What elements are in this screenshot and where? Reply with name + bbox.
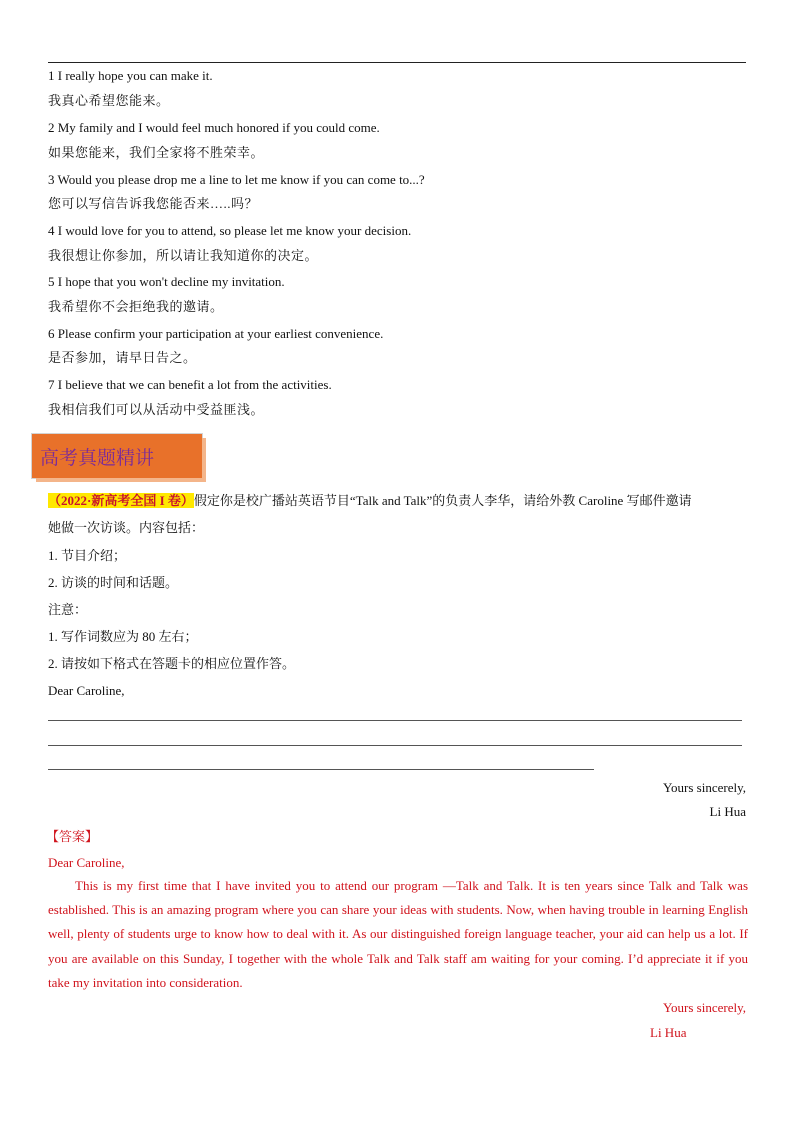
question-note-2: 2. 请按如下格式在答题卡的相应位置作答。 xyxy=(48,656,296,671)
question-prompt-text: 假定你是校广播站英语节目“Talk and Talk”的负责人李华，请给外教 Caroline 写邮件邀请 xyxy=(193,493,692,508)
answer-blank-line-3 xyxy=(48,769,594,770)
phrase-2-cn: 如果您能来，我们全家将不胜荣幸。 xyxy=(48,145,265,160)
answer-blank-line-2 xyxy=(48,745,742,746)
phrase-5-en: 5 I hope that you won't decline my invitation. xyxy=(48,274,285,289)
phrase-4-cn: 我很想让你参加，所以请让我知道你的决定。 xyxy=(48,248,319,263)
phrase-7-en: 7 I believe that we can benefit a lot from the activities. xyxy=(48,377,332,392)
answer-blank-line-1 xyxy=(48,720,742,721)
answer-closing: Yours sincerely, xyxy=(662,1000,746,1015)
phrase-7-cn: 我相信我们可以从活动中受益匪浅。 xyxy=(48,402,265,417)
phrase-6-cn: 是否参加，请早日告之。 xyxy=(48,350,197,365)
question-salutation: Dear Caroline, xyxy=(48,683,125,698)
answer-label: 【答案】 xyxy=(46,829,99,844)
section-title: 高考真题精讲 xyxy=(40,446,155,469)
phrase-6-en: 6 Please confirm your participation at your earliest convenience. xyxy=(48,326,384,341)
question-item-2: 2. 访谈的时间和话题。 xyxy=(48,575,179,590)
answer-signature: Li Hua xyxy=(650,1025,687,1040)
phrase-1-en: 1 I really hope you can make it. xyxy=(48,68,213,83)
phrase-1-cn: 我真心希望您能来。 xyxy=(48,93,170,108)
phrase-3-cn: 您可以写信告诉我您能否来…..吗？ xyxy=(48,196,259,211)
answer-body: This is my first time that I have invited you to attend our program —Talk and Talk. It is ten years since Talk and Talk was established. This is an amazing program where you can share your ideas with students. Now, when having trouble in learning English well, plenty of students urge to know how to deal with it. As our distinguished foreign language teacher, your aid can help us a lot. If you are available on this Sunday, I together with the whole Talk and Talk staff am waiting for your coming. I’d appreciate it if you take my invitation into consideration. xyxy=(48,878,748,990)
question-note-label: 注意： xyxy=(48,602,88,617)
answer-salutation: Dear Caroline, xyxy=(48,855,125,870)
question-item-1: 1. 节目介绍； xyxy=(48,548,127,563)
question-note-1: 1. 写作词数应为 80 左右； xyxy=(48,629,198,644)
phrase-5-cn: 我希望你不会拒绝我的邀请。 xyxy=(48,299,224,314)
question-signature: Li Hua xyxy=(709,804,746,819)
phrase-2-en: 2 My family and I would feel much honored if you could come. xyxy=(48,120,380,135)
header-rule xyxy=(48,62,746,63)
question-prompt-line1 xyxy=(48,492,692,510)
question-source-tag: （2022·新高考全国 I 卷） xyxy=(48,493,194,508)
question-closing: Yours sincerely, xyxy=(662,780,746,795)
phrase-4-en: 4 I would love for you to attend, so please let me know your decision. xyxy=(48,223,412,238)
section-title-banner xyxy=(32,434,202,478)
question-prompt-line2: 她做一次访谈。内容包括： xyxy=(48,520,205,535)
phrase-3-en: 3 Would you please drop me a line to let me know if you can come to...? xyxy=(48,172,425,187)
